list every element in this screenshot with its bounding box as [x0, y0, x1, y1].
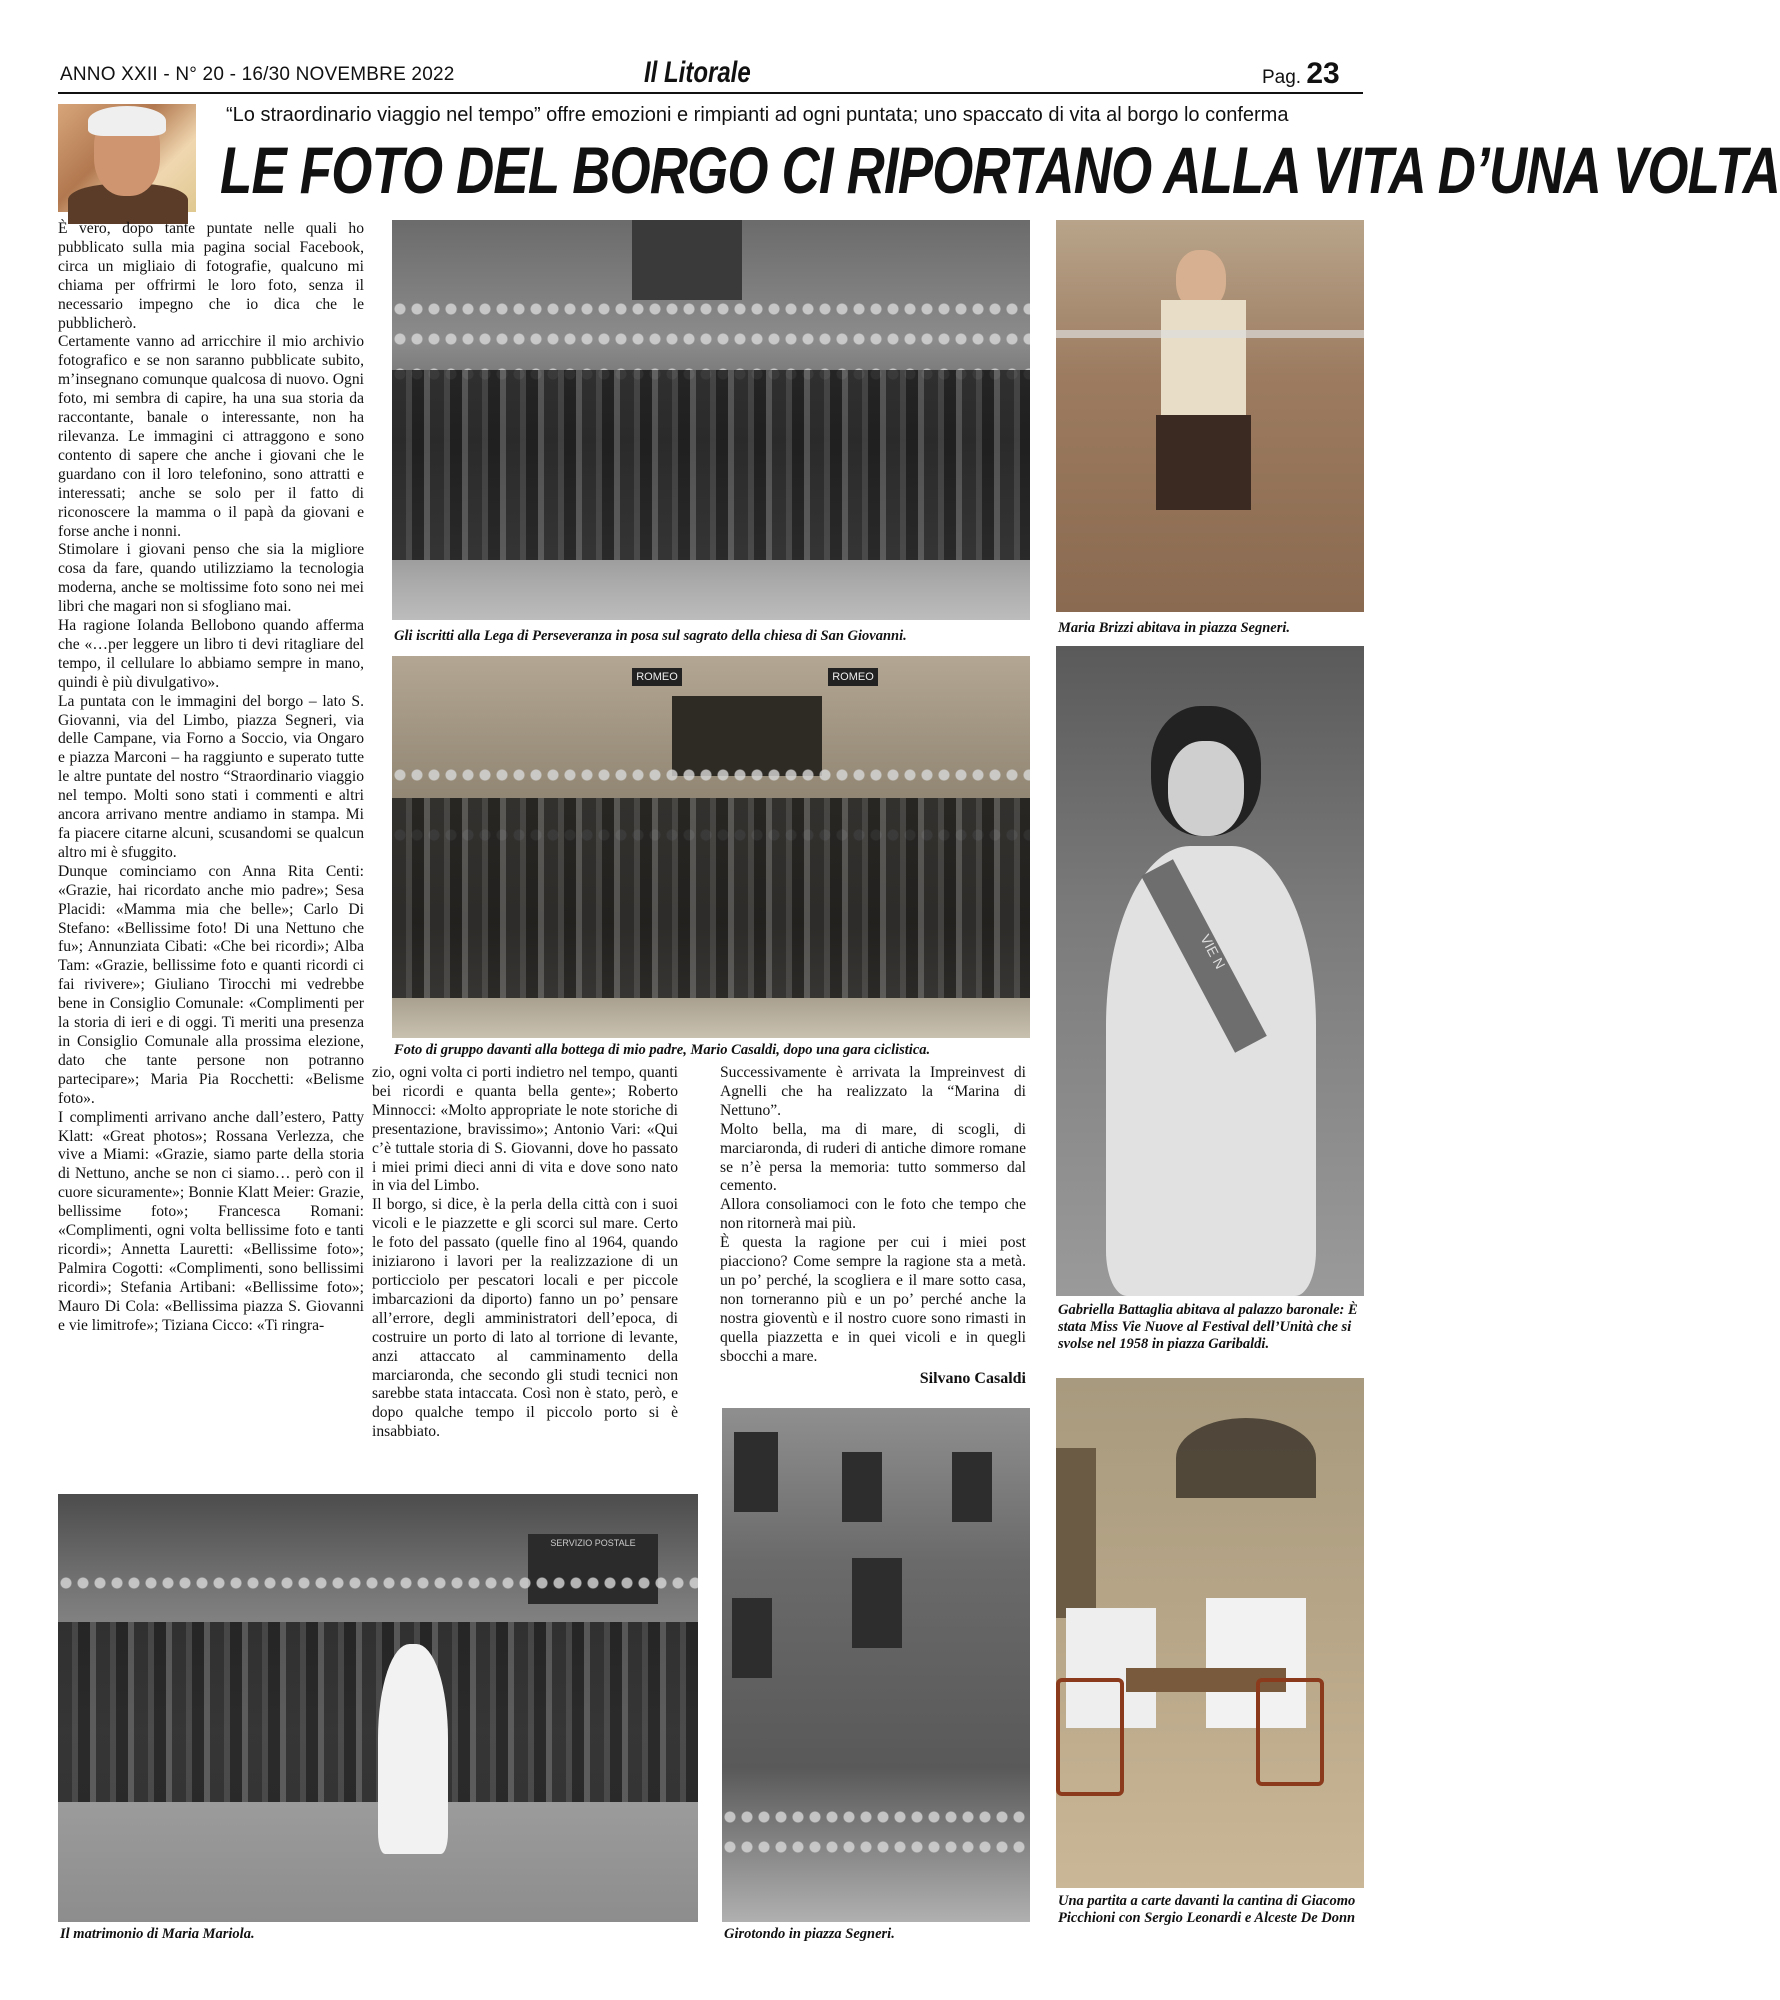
shop-sign-right: ROMEO	[828, 668, 878, 686]
postal-van: SERVIZIO POSTALE	[528, 1534, 658, 1604]
author-portrait	[58, 104, 196, 212]
article-column-1	[58, 220, 364, 1335]
article-kicker: “Lo straordinario viaggio nel tempo” offre emozioni e rimpianti ad ogni puntata; uno spaccato di vita al borgo lo conferma	[226, 104, 1289, 126]
caption-bottega: Foto di gruppo davanti alla bottega di mio padre, Mario Casaldi, dopo una gara ciclistica.	[394, 1042, 931, 1058]
header-rule	[58, 92, 1363, 94]
photo-maria-brizzi	[1056, 220, 1364, 612]
paragraph: È questa la ragione per cui i miei post piacciono? Come sempre la ragione sta a metà. un po’ perché, la scogliera e il mare sotto casa, non torneranno più e un po’ perché anche la nostra gioventù e il nostro cuore sono rimasti in quella piazzetta e in quei vicoli e in quegli sbocchi a mare.	[720, 1234, 1026, 1365]
photo-lega-perseveranza	[392, 220, 1030, 620]
paragraph: È vero, dopo tante puntate nelle quali ho pubblicato sulla mia pagina social Facebook, circa un migliaio di fotografie, qualcuno mi chiama per offrirmi le loro foto, senza il necessario impegno che io dica che le pubblicherò.	[58, 220, 364, 332]
paragraph: Allora consoliamoci con le foto che tempo che non ritornerà mai più.	[720, 1196, 1026, 1233]
article-column-2	[372, 1064, 678, 1442]
paragraph: zio, ogni volta ci porti indietro nel tempo, quanti bei ricordi e quanta bella gente»; Roberto Minnocci: «Molto appropriate le note storiche di presentazione, bravissimo»; Antonio Vari: «Qui c’è tuttale storia di S. Giovanni, dove ho passato i miei primi dieci anni di vita e dove sono nato in via del Limbo.	[372, 1064, 678, 1195]
author-signature: Silvano Casaldi	[919, 1370, 1026, 1387]
photo-girotondo	[722, 1408, 1030, 1922]
caption-lega: Gli iscritti alla Lega di Perseveranza in posa sul sagrato della chiesa di San Giovanni.	[394, 628, 907, 644]
paragraph: I complimenti arrivano anche dall’estero, Patty Klatt: «Great photos»; Rossana Verlezza, che vive a Miami: «Grazie, siamo parte della storia di Nettuno, anche se non ci siamo… però con il cuore sicuramente»; Bonnie Klatt Meier: Grazie, bellissime foto»; Francesca Romani: «Complimenti, ogni volta bellissime foto e tanti ricordi»; Annetta Lauretti: «Bellissime foto»; Palmira Cogotti: «Complimenti, sono bellissimi ricordi»; Stefania Artibani: «Bellissime foto»; Mauro Di Cola: «Bellissima piazza S. Giovanni e vie limitrofe»; Tiziana Cicco: «Ti ringra-	[58, 1108, 364, 1334]
caption-battaglia: Gabriella Battaglia abitava al palazzo baronale: È stata Miss Vie Nuove al Festival dell’Unità che si svolse nel 1958 in piazza Garibaldi.	[1058, 1302, 1358, 1352]
caption-matrimonio: Il matrimonio di Maria Mariola.	[60, 1926, 255, 1942]
article-headline: LE FOTO DEL BORGO CI RIPORTANO ALLA VITA D’UNA VOLTA	[220, 133, 1780, 207]
newspaper-title: Il Litorale	[644, 56, 751, 89]
paragraph: Ha ragione Iolanda Bellobono quando afferma che «…per leggere un libro ti devi ritagliare del tempo, il cellulare lo abbiamo sempre in mano, quindi è più divulgativo».	[58, 617, 364, 691]
photo-matrimonio	[58, 1494, 698, 1922]
paragraph: Successivamente è arrivata la Impreinvest di Agnelli che ha realizzato la “Marina di Nettuno”.	[720, 1064, 1026, 1119]
paragraph: Dunque cominciamo con Anna Rita Centi: «Grazie, hai ricordato anche mio padre»; Sesa Placidi: «Mamma mia che belle»; Carlo Di Stefano: «Bellissime foto! Di una Nettuno che fu»; Annunziata Cibati: «Che bei ricordi»; Alba Tam: «Grazie, bellissime foto e quanti ricordi ci fai rivivere»; Giuliano Tirocchi mi vedrebbe bene in Consiglio Comunale: «Complimenti per la storia di ieri e di oggi. Ti meriti una presenza in Consiglio Comunale alla prossima elezione, dato che tante persone non potranno partecipare»; Maria Pia Rocchetti: «Belisme foto».	[58, 862, 364, 1107]
issue-line: ANNO XXII - N° 20 - 16/30 NOVEMBRE 2022	[60, 64, 455, 85]
caption-brizzi: Maria Brizzi abitava in piazza Segneri.	[1058, 620, 1291, 636]
page-number-value: 23	[1306, 57, 1340, 90]
page-label: Pag.	[1262, 67, 1302, 88]
paragraph: Stimolare i giovani penso che sia la migliore cosa da fare, quando utilizziamo la tecnologia moderna, anche se moltissime foto sono nei mei libri che magari non si sfogliano mai.	[58, 541, 364, 616]
photo-gabriella-battaglia	[1056, 646, 1364, 1296]
paragraph: La puntata con le immagini del borgo – lato S. Giovanni, via del Limbo, piazza Segneri, via delle Campane, via Forno a Soccio, via Ongaro e piazza Marconi – ha raggiunto e superato tutte le altre puntate del nostro “Straordinario viaggio nel tempo. Molti sono stati i commenti e altri ancora arrivano mentre andiamo in stampa. Mi fa piacere citarne alcuni, scusandomi se qualcun altro mi è sfuggito.	[58, 692, 364, 861]
shop-sign-left: ROMEO	[632, 668, 682, 686]
paragraph: Certamente vanno ad arricchire il mio archivio fotografico e se non saranno pubblicate subito, m’insegnano comunque qualcosa di nuovo. Ogni foto, mi sembra di capire, ha una sua storia da raccontante, banale o interessante, non ha rilevanza. Le immagini ci attraggono e sono contento di sapere che anche i giovani che le guardano con il loro telefonino, sono attratti e interessati; anche se solo per il fatto di riconoscere la mamma o il papà da giovani e forse anche i nonni.	[58, 333, 364, 540]
article-column-3	[720, 1064, 1026, 1367]
caption-girotondo: Girotondo in piazza Segneri.	[724, 1926, 895, 1942]
photo-partita-carte	[1056, 1378, 1364, 1888]
caption-carte: Una partita a carte davanti la cantina di Giacomo Picchioni con Sergio Leonardi e Alceste De Donn	[1058, 1893, 1356, 1926]
paragraph: Molto bella, ma di mare, di scogli, di marciaronda, di ruderi di antiche dimore romane se n’è persa la memoria: tutto sommerso dal cemento.	[720, 1120, 1026, 1195]
sash-text: VIE N	[1141, 859, 1267, 1052]
photo-bottega-casaldi	[392, 656, 1030, 1038]
page-number	[1262, 57, 1340, 91]
paragraph: Il borgo, si dice, è la perla della città con i suoi vicoli e le piazzette e gli scorci sul mare. Certo le foto del passato (quelle fino al 1964, quando iniziarono i lavori per la realizzazione di un porticciolo per pescatori locali e per piccole imbarcazioni da diporto) fanno un po’ pensare all’errore, degli amministratori dell’epoca, di costruire un porto di lato al torrione di levante, anzi attaccato al camminamento della marciaronda, che secondo gli studi tecnici non sarebbe stata intaccata. Così non è stato, però, e dopo qualche tempo il piccolo porto si è insabbiato.	[372, 1196, 678, 1441]
